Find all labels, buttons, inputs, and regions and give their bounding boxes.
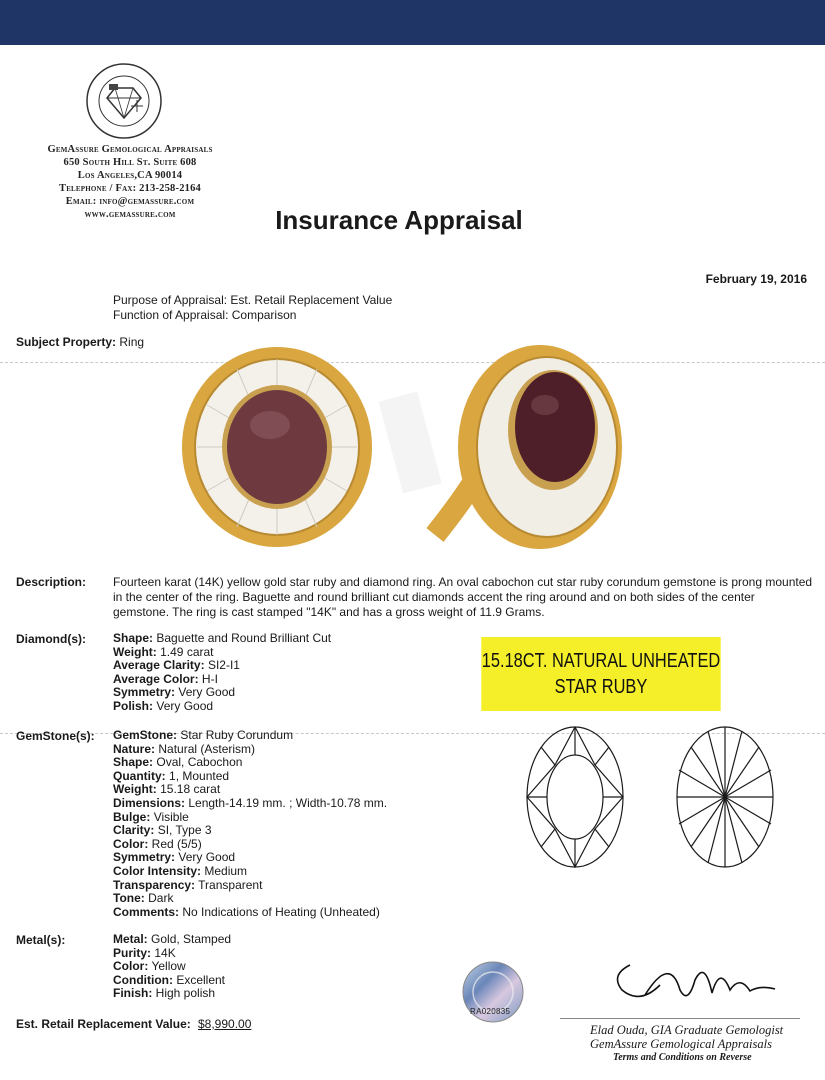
appraisal-date: February 19, 2016 [705, 272, 807, 286]
diamonds-label: Diamond(s): [16, 632, 86, 646]
field-value: Baguette and Round Brilliant Cut [156, 631, 332, 645]
field-key: Weight: [113, 782, 157, 797]
company-website: www.gemassure.com [84, 209, 176, 220]
field-key: Quantity: [113, 768, 166, 783]
company-email: Email: info@gemassure.com [65, 196, 195, 207]
field-row [113, 700, 331, 714]
field-row [113, 879, 387, 893]
field-value: Very Good [156, 698, 214, 713]
diamonds-fields [113, 632, 331, 714]
field-value: 1.49 carat [160, 644, 214, 659]
field-value: Transparent [198, 877, 263, 892]
field-key: Condition: [113, 972, 173, 987]
field-key: Polish: [113, 698, 154, 713]
field-row [113, 673, 331, 687]
company-address-line2: Los Angeles,CA 90014 [77, 170, 183, 181]
field-row [113, 659, 331, 673]
field-value: Dark [148, 891, 174, 906]
field-row [113, 686, 331, 700]
field-value: Excellent [176, 972, 226, 987]
field-row [113, 892, 387, 906]
metals-label: Metal(s): [16, 933, 66, 947]
gem-cut-diagrams [520, 725, 790, 870]
field-row [113, 743, 387, 757]
field-row [113, 756, 387, 770]
field-value: High polish [155, 986, 216, 1001]
field-value: SI2-I1 [207, 658, 240, 673]
field-row [113, 865, 387, 879]
field-value: Oval, Cabochon [156, 755, 243, 770]
field-key: Transparency: [113, 877, 196, 892]
company-address-line1: 650 South Hill St. Suite 608 [63, 157, 197, 168]
field-key: Symmetry: [113, 850, 176, 865]
field-key: Color: [113, 836, 149, 851]
field-row [113, 933, 231, 947]
field-row [113, 838, 387, 852]
field-row [113, 783, 387, 797]
purpose-of-appraisal: Purpose of Appraisal: Est. Retail Replacement Value [113, 293, 393, 307]
field-key: Metal: [113, 932, 148, 946]
field-row [113, 987, 231, 1001]
field-value: Very Good [178, 850, 236, 865]
field-row [113, 770, 387, 784]
field-key: Average Clarity: [113, 658, 205, 673]
field-row [113, 974, 231, 988]
field-row [113, 646, 331, 660]
gemassure-logo [85, 62, 163, 140]
field-value: Length-14.19 mm. ; Width-10.78 mm. [188, 795, 388, 810]
field-value: 1, Mounted [169, 768, 230, 783]
sticker-line1: 15.18CT. NATURAL UNHEATED [481, 650, 721, 672]
field-key: Nature: [113, 741, 156, 756]
field-key: Purity: [113, 945, 152, 960]
company-phone: Telephone / Fax: 213-258-2164 [58, 183, 201, 194]
hologram-id: RA020835 [470, 1007, 511, 1016]
field-row [113, 960, 231, 974]
field-value: Yellow [151, 959, 186, 974]
field-value: 14K [154, 945, 176, 960]
field-row [113, 729, 387, 743]
field-key: Clarity: [113, 823, 155, 838]
signer-block [590, 1023, 783, 1051]
field-key: GemStone: [113, 728, 178, 742]
field-key: Color: [113, 959, 149, 974]
function-of-appraisal: Function of Appraisal: Comparison [113, 308, 297, 322]
metals-fields [113, 933, 231, 1001]
field-key: Dimensions: [113, 795, 186, 810]
field-key: Symmetry: [113, 685, 176, 700]
field-key: Comments: [113, 904, 180, 919]
top-banner [0, 0, 825, 45]
field-value: Star Ruby Corundum [180, 728, 294, 742]
field-value: Visible [153, 809, 189, 824]
description-label: Description: [16, 575, 87, 589]
star-ruby-sticker [481, 637, 720, 711]
field-key: Shape: [113, 755, 154, 770]
ring-photo [175, 345, 630, 570]
appraisal-purpose-block [113, 293, 392, 323]
description-text: Fourteen karat (14K) yellow gold star ruby and diamond ring. An oval cabochon cut star ruby corundum gemstone is prong mounted in the center of the ring. Baguette and round brilliant cut diamonds accent the ring around and on both sides of the center gemstone. The ring is cast stamped "14K" and has a gross weight of 11.9 Grams. [113, 575, 813, 619]
pavilion-diagram [677, 727, 773, 867]
subject-property-value: Ring [119, 335, 145, 349]
field-row [113, 824, 387, 838]
signer-organization: GemAssure Gemological Appraisals [590, 1037, 772, 1051]
crown-diagram [527, 727, 623, 867]
page-title: Insurance Appraisal [275, 205, 523, 235]
field-value: Gold, Stamped [151, 932, 232, 946]
field-row [113, 906, 387, 920]
subject-property-label [16, 335, 144, 349]
retail-value-label: Est. Retail Replacement Value: [16, 1017, 191, 1031]
retail-value-amount: $8,990.00 [198, 1017, 252, 1031]
subject-property-key: Subject Property: [16, 335, 117, 349]
signature-line [560, 1018, 800, 1019]
field-key: Tone: [113, 891, 145, 906]
field-key: Bulge: [113, 809, 151, 824]
gemstones-label: GemStone(s): [16, 729, 95, 743]
terms-note: Terms and Conditions on Reverse [613, 1052, 752, 1063]
field-key: Average Color: [113, 671, 199, 686]
field-value: Medium [204, 863, 248, 878]
field-key: Weight: [113, 644, 157, 659]
signer-name: Elad Ouda, GIA Graduate Gemologist [590, 1023, 784, 1037]
field-key: Shape: [113, 631, 154, 645]
signature [600, 945, 800, 1015]
field-key: Finish: [113, 986, 153, 1001]
company-name: GemAssure Gemological Appraisals [47, 144, 213, 155]
gemstones-fields [113, 729, 387, 919]
field-row [113, 851, 387, 865]
sticker-line2: STAR RUBY [554, 676, 648, 698]
field-row [113, 632, 331, 646]
field-value: Very Good [178, 685, 236, 700]
field-value: SI, Type 3 [157, 823, 212, 838]
field-value: H-I [201, 671, 218, 686]
field-value: Red (5/5) [151, 836, 202, 851]
field-row [113, 797, 387, 811]
field-value: 15.18 carat [160, 782, 221, 797]
field-value: No Indications of Heating (Unheated) [182, 904, 380, 919]
field-row [113, 947, 231, 961]
field-row [113, 811, 387, 825]
field-value: Natural (Asterism) [158, 741, 256, 756]
field-key: Color Intensity: [113, 863, 202, 878]
